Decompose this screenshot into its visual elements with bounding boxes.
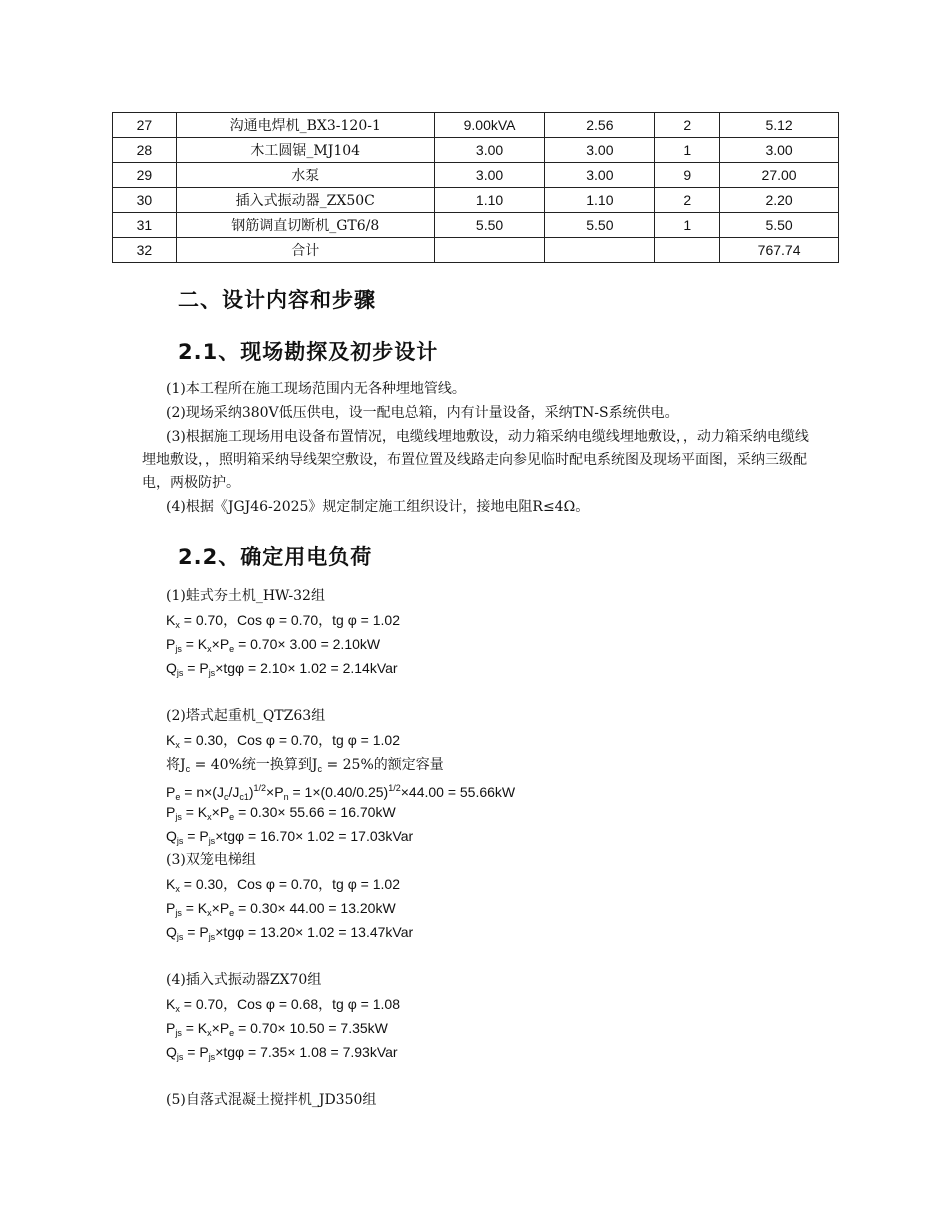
paragraph-1: (1)本工程所在施工现场范围内无各种埋地管线。 [166,381,466,397]
cell-number: 28 [113,138,177,163]
cell-quantity: 9 [655,163,720,188]
load-calculations [166,584,515,1112]
cell-rated-power: 1.10 [434,188,545,213]
cell-equipment-name: 钢筋调直切断机_GT6/8 [176,213,434,238]
cell-total-power: 2.20 [720,188,839,213]
cell-total-power: 5.12 [720,113,839,138]
group-4-coefficients: $K_x = 0.70$，Cos φ = 0.68，tg φ = 1.08 [166,996,400,1014]
group-2-conversion: 将$J_c = 40\%$统一换算到$J_c = 25\%$的额定容量 [166,757,444,774]
table-row [113,163,839,188]
group-2-qjs: $Q_{js} = P_{js}\times tg\varphi = 16.70\times 1.02$ = 17.03kVar [166,828,414,846]
paragraph-3: (3)根据施工现场用电设备布置情况，电缆线埋地敷设，动力箱采纳电缆线埋地敷设，，动力箱采纳电缆线埋地敷设，，照明箱采纳导线架空敷设，布置位置及线路走向参见临时配电系统图及现场平面图，采纳三级配电，两极防护。 [142,429,809,491]
cell-number: 29 [113,163,177,188]
section-2-2-heading: 2.2、确定用电负荷 [178,545,373,569]
cell-equipment-name: 插入式振动器_ZX50C [176,188,434,213]
group-1-pjs: $P_{js} = K_x\times P_e = 0.70\times 3.00 = 2.10kW$ [166,636,381,654]
cell-equipment-name: 合计 [176,238,434,263]
paragraph-2: (2)现场采纳380V低压供电，设一配电总箱，内有计量设备，采纳TN-S系统供电。 [166,405,679,421]
cell-quantity: 1 [655,138,720,163]
group-4-title: (4)插入式振动器ZX70组 [166,972,322,988]
group-1-coefficients: $K_x = 0.70$，Cos φ = 0.70，tg φ = 1.02 [166,612,400,630]
table-row [113,113,839,138]
cell-unit-power: 3.00 [545,138,655,163]
cell-quantity: 1 [655,213,720,238]
cell-equipment-name: 木工圆锯_MJ104 [176,138,434,163]
cell-number: 32 [113,238,177,263]
cell-quantity: 2 [655,188,720,213]
cell-total-power: 5.50 [720,213,839,238]
cell-unit-power: 2.56 [545,113,655,138]
cell-equipment-name: 沟通电焊机_BX3-120-1 [176,113,434,138]
table-row [113,138,839,163]
cell-quantity: 2 [655,113,720,138]
group-4-pjs: $P_{js} = K_x\times P_e = 0.70\times 10.50 = 7.35kW$ [166,1020,388,1038]
cell-unit-power: 5.50 [545,213,655,238]
group-1-qjs: $Q_{js} = P_{js}\times tg\varphi = 2.10\times 1.02$ = 2.14kVar [166,660,398,678]
cell-rated-power: 3.00 [434,138,545,163]
cell-unit-power [545,238,655,263]
cell-number: 31 [113,213,177,238]
group-2-pe: $P_e = n\times(J_c/J_{c1})^{1/2}\times P_n = 1\times(0.40/0.25)^{1/2}\times 44.00 = 55.66kW$ [166,783,516,802]
group-3-pjs: $P_{js} = K_x\times P_e = 0.30\times 44.00 = 13.20kW$ [166,900,396,918]
section-2-heading: 二、设计内容和步骤 [178,288,376,312]
group-3-qjs: $Q_{js} = P_{js}\times tg\varphi = 13.20\times 1.02$ = 13.47kVar [166,924,414,942]
cell-rated-power: 9.00kVA [434,113,545,138]
cell-total-power: 27.00 [720,163,839,188]
table-row [113,188,839,213]
cell-quantity [655,238,720,263]
group-3-title: (3)双笼电梯组 [166,852,256,868]
paragraph-4: (4)根据《JGJ46-2025》规定制定施工组织设计，接地电阻R≤4Ω。 [166,499,590,515]
table-row [113,213,839,238]
cell-unit-power: 3.00 [545,163,655,188]
table-body [113,113,839,263]
section-2-1-heading: 2.1、现场勘探及初步设计 [178,340,439,364]
cell-number: 27 [113,113,177,138]
group-2-coefficients: $K_x = 0.30$，Cos φ = 0.70，tg φ = 1.02 [166,732,400,750]
table-row [113,238,839,263]
group-3-coefficients: $K_x = 0.30$，Cos φ = 0.70，tg φ = 1.02 [166,876,400,894]
group-2-title: (2)塔式起重机_QTZ63组 [166,708,326,724]
group-2-pjs: $P_{js} = K_x\times P_e = 0.30\times 55.66 = 16.70kW$ [166,804,396,822]
cell-equipment-name: 水泵 [176,163,434,188]
cell-rated-power: 5.50 [434,213,545,238]
group-5-title: (5)自落式混凝土搅拌机_JD350组 [166,1092,377,1108]
cell-number: 30 [113,188,177,213]
cell-rated-power: 3.00 [434,163,545,188]
equipment-load-table [112,112,839,263]
cell-total-power: 3.00 [720,138,839,163]
cell-total-power: 767.74 [720,238,839,263]
cell-rated-power [434,238,545,263]
group-4-qjs: $Q_{js} = P_{js}\times tg\varphi = 7.35\times 1.08$ = 7.93kVar [166,1044,398,1062]
cell-unit-power: 1.10 [545,188,655,213]
group-1-title: (1)蛙式夯土机_HW-32组 [166,588,325,604]
